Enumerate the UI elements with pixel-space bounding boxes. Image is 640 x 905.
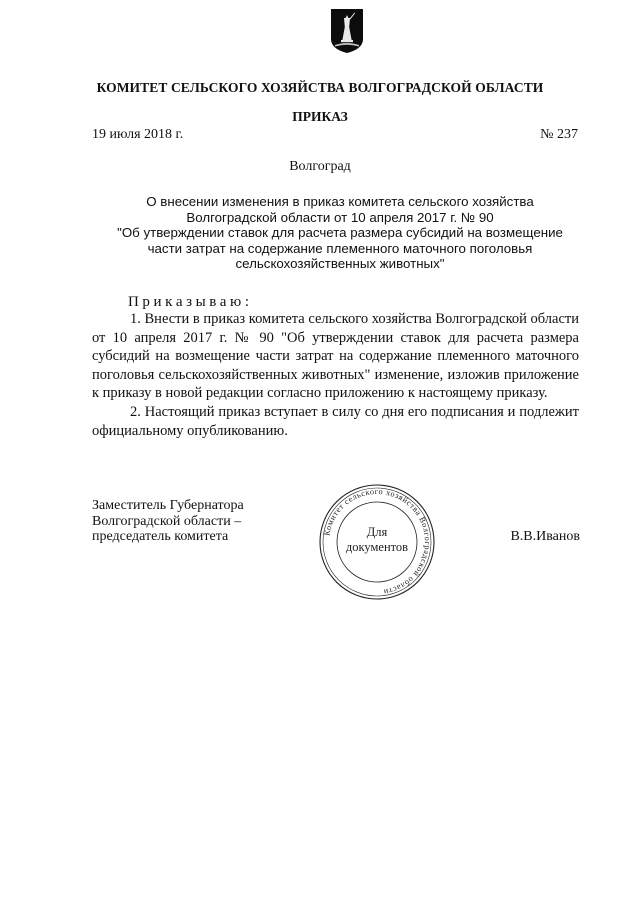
signer-position-line: Заместитель Губернатора — [92, 498, 244, 513]
order-item-1: 1. Внести в приказ комитета сельского хозяйства Волгоградской области от 10 апреля 2017 г. № 90 "Об утверждении ставок для расчета размера субсидий на возмещение части затрат на содержание племенного маточного поголовья сельскохозяйственных животных" изменение, изложив приложение к приказу в новой редакции согласно приложению к настоящему приказу. — [92, 311, 579, 402]
order-subject — [90, 194, 590, 272]
committee-title: КОМИТЕТ СЕЛЬСКОГО ХОЗЯЙСТВА ВОЛГОГРАДСКОЙ ОБЛАСТИ — [96, 80, 544, 95]
city-name: Волгоград — [289, 159, 351, 174]
order-body — [92, 310, 579, 440]
seal-ring-text: Комитет сельского хозяйства Волгоградской области — [322, 486, 433, 597]
subject-line: "Об утверждении ставок для расчета размера субсидий на возмещение — [117, 225, 563, 240]
signer-position — [92, 498, 244, 545]
subject-line: Волгоградской области от 10 апреля 2017 г. № 90 — [186, 209, 494, 225]
signer-position-line: председатель комитета — [92, 529, 229, 544]
subject-line: сельскохозяйственных животных" — [235, 256, 445, 271]
document-date: 19 июля 2018 г. — [92, 127, 184, 142]
subject-line: О внесении изменения в приказ комитета сельского хозяйства — [146, 194, 534, 209]
seal-center-line: документов — [345, 540, 409, 554]
signer-position-line: Волгоградской области – — [92, 513, 242, 529]
document-type: ПРИКАЗ — [292, 109, 348, 124]
seal-center-line: Для — [366, 525, 388, 539]
subject-line: части затрат на содержание племенного маточного поголовья — [147, 240, 533, 256]
order-word: Приказываю: — [128, 294, 253, 310]
coat-of-arms-icon — [330, 8, 364, 54]
order-item-2: 2. Настоящий приказ вступает в силу со дня его подписания и подлежит официальному опубликованию. — [92, 403, 579, 439]
signer-name: В.В.Иванов — [510, 529, 580, 544]
document-number: № 237 — [540, 127, 578, 142]
official-seal — [317, 482, 437, 602]
